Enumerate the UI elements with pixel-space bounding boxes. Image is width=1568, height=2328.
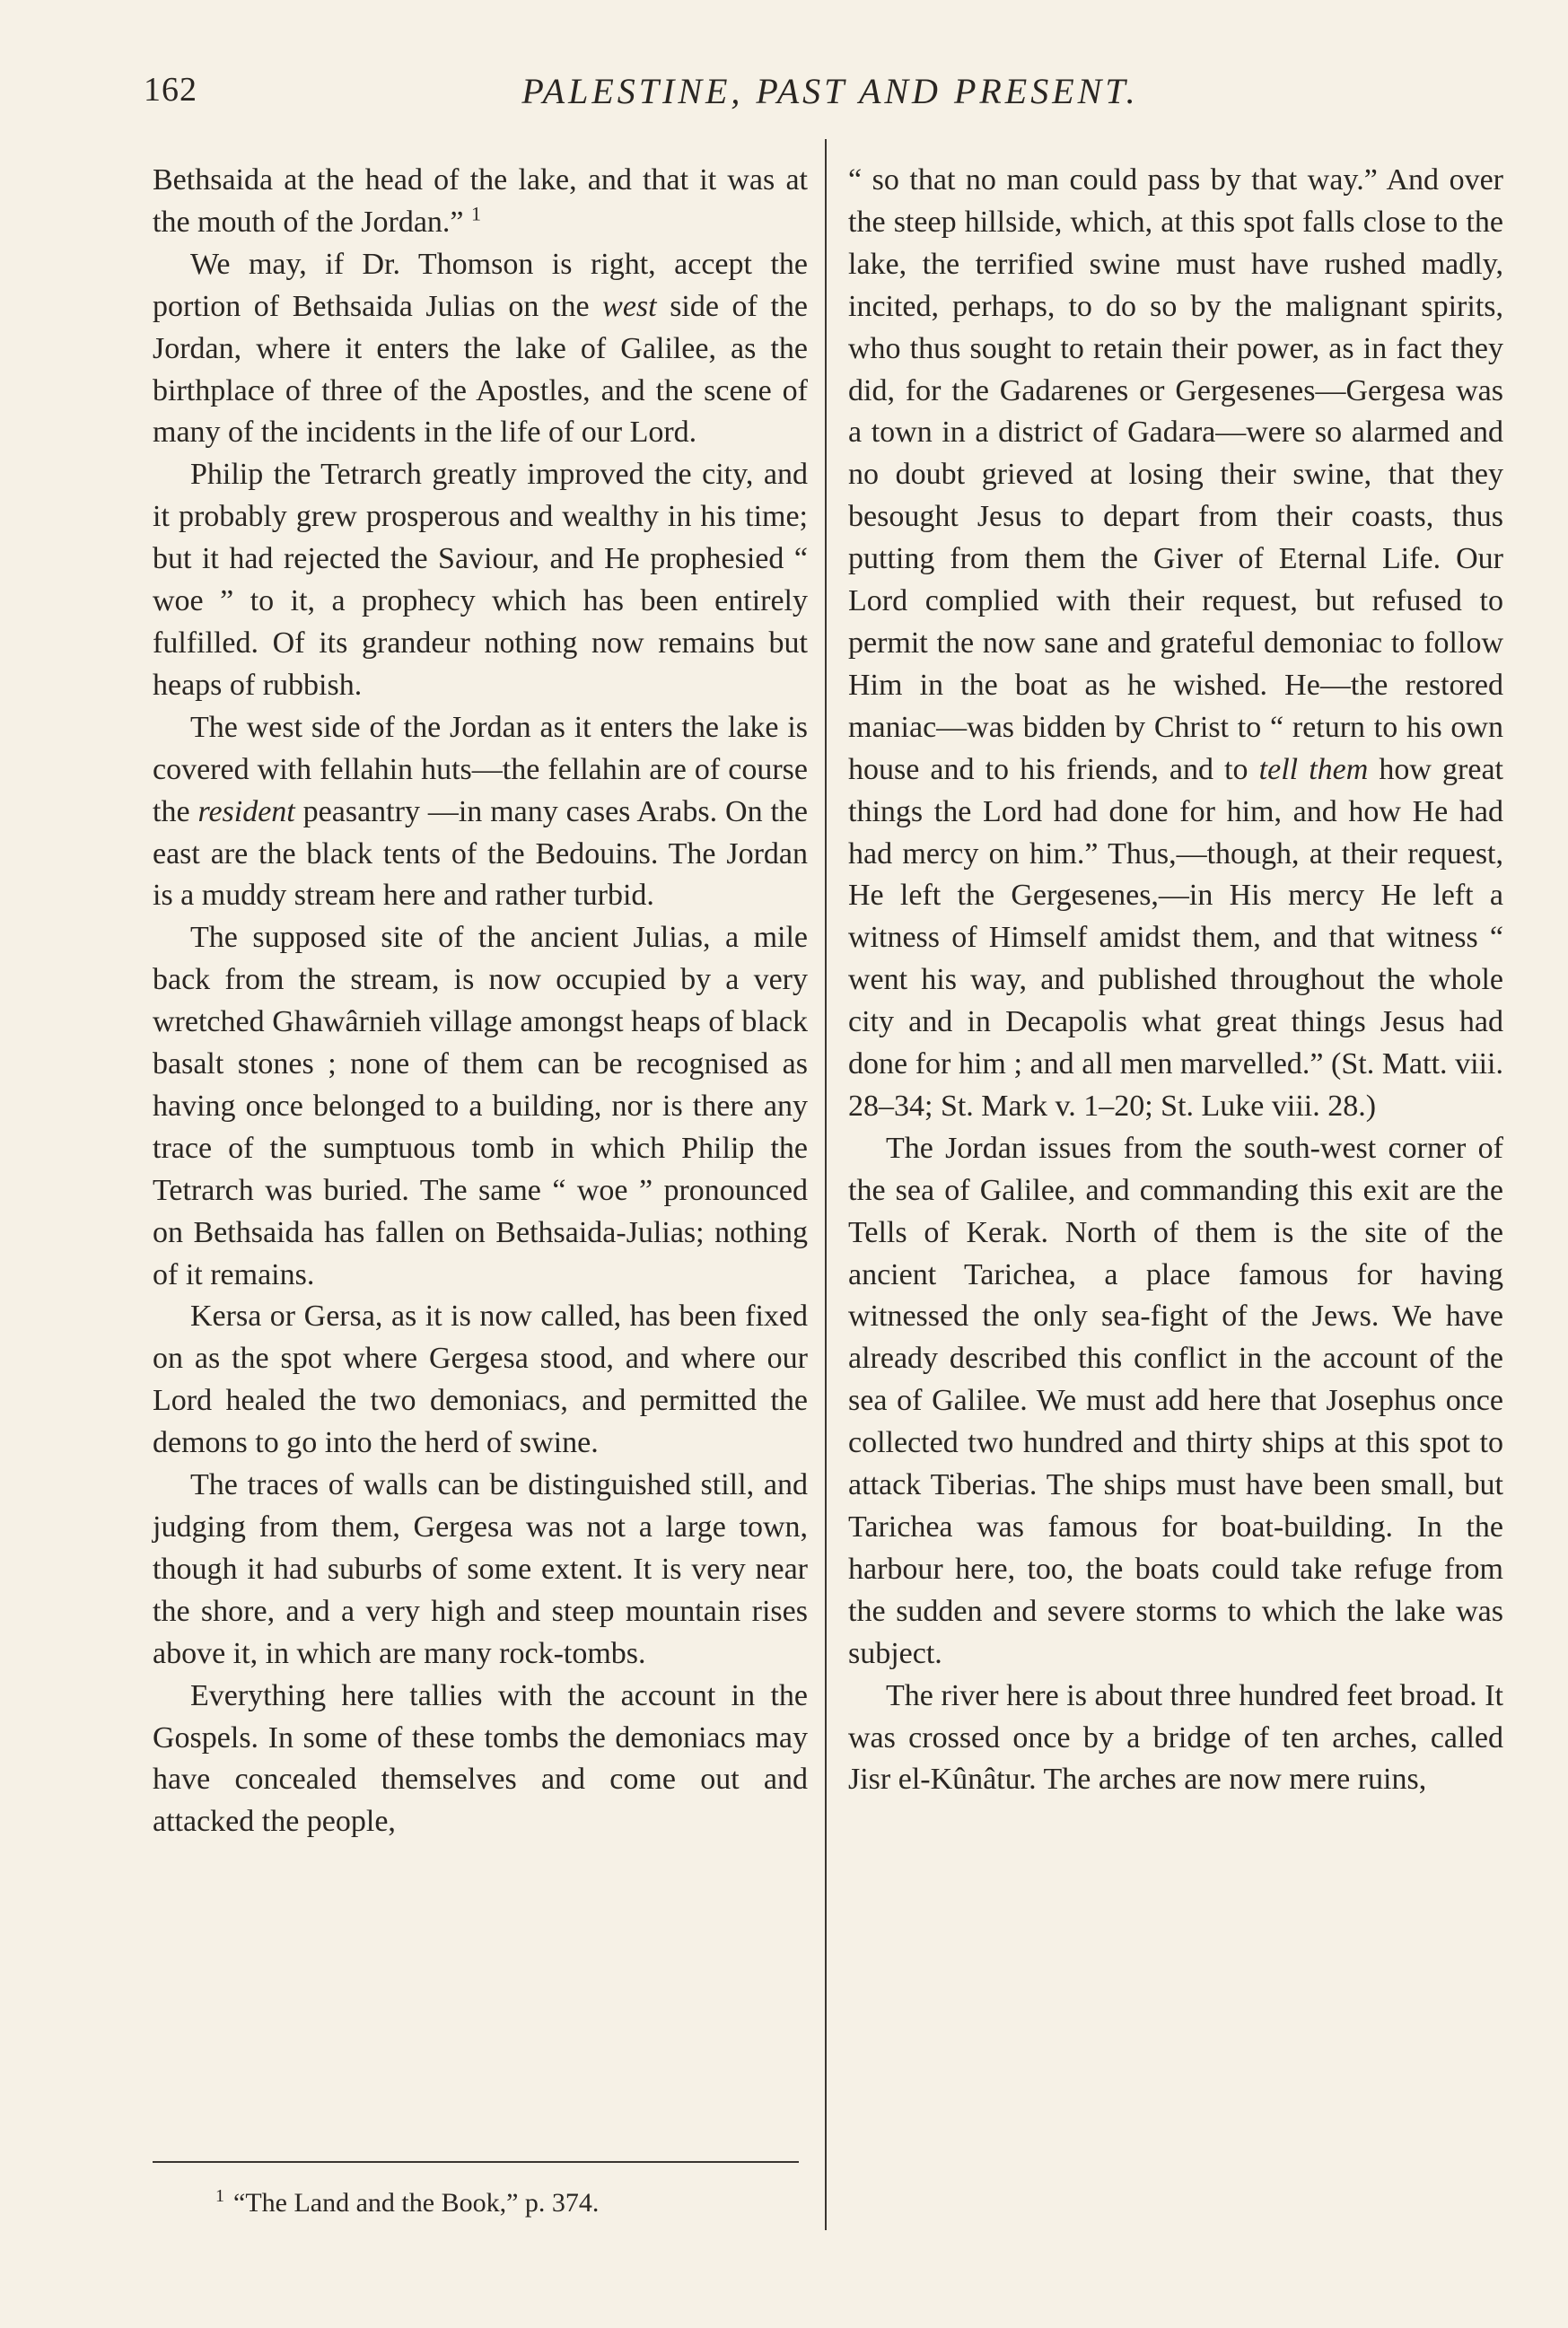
footnote (215, 2178, 799, 2221)
left-column (153, 160, 808, 1843)
paragraph (153, 160, 808, 244)
paragraph (848, 160, 1503, 1128)
footnote-marker: 1 (215, 2186, 224, 2206)
paragraph (153, 244, 808, 455)
running-title: PALESTINE, PAST AND PRESENT. (521, 71, 1139, 111)
paragraph-text: The west side of the Jordan as it enters the lake is covered with fellahin huts—the fellahin are of course the (153, 710, 808, 828)
paragraph: The supposed site of the ancient Julias, a mile back from the stream, is now occupied by a very wretched Ghawârnieh village amongst heaps of black basalt stones ; none of them can be recognised as having once belonged to a building, nor is there any trace of the sumptuous tomb in which Philip the Tetrarch was buried. The same “ woe ” pronounced on Bethsaida has fallen on Bethsaida-Julias; nothing of it remains. (153, 921, 808, 1291)
paragraph-text: peasantry —in many cases Arabs. On the east are the black tents of the Bedouins. The Jordan is a muddy stream here and rather turbid. (153, 794, 809, 913)
page-header (144, 63, 1517, 126)
paragraph-text: Bethsaida at the head of the lake, and that it was at the mouth of the Jordan.” (153, 163, 808, 239)
paragraph-text: We may, if Dr. Thomson is right, accept the portion of Bethsaida Julias on the (153, 247, 808, 323)
right-column (848, 160, 1503, 1801)
footnote-reference: 1 (471, 202, 482, 225)
paragraph-text: how great things the Lord had done for him, and how He had had mercy on him.” Thus,—though, at their request, He left the Gergesenes,—in His mercy He left a witness of Himself amidst them, and that witness “ went his way, and published throughout the whole city and in Decapolis what great things Jesus had done for him ; and all men marvelled.” (St. Matt. viii. 28–34; St. Mark v. 1–20; St. Luke viii. 28.) (848, 752, 1504, 1123)
emphasis-text: resident (197, 794, 295, 828)
footnote-divider (153, 2161, 799, 2163)
paragraph: The Jordan issues from the south-west corner of the sea of Galilee, and commanding this exit are the Tells of Kerak. North of them is the site of the ancient Tarichea, a place famous for having witnessed the only sea-fight of the Jews. We have already described this conflict in the account of the sea of Galilee. We must add here that Josephus once collected two hundred and thirty ships at this spot to attack Tiberias. The ships must have been small, but Tarichea was famous for boat-building. In the harbour here, too, the boats could take refuge from the sudden and severe storms to which the lake was subject. (848, 1131, 1503, 1670)
paragraph: Kersa or Gersa, as it is now called, has been fixed on as the spot where Gergesa stood, and where our Lord healed the two demoniacs, and permitted the demons to go into the herd of swine. (153, 1300, 808, 1460)
paragraph-text: side of the Jordan, where it enters the lake of Galilee, as the birthplace of three of the Apostles, and the scene of many of the incidents in the life of our Lord. (153, 289, 808, 450)
column-divider (825, 139, 827, 2230)
paragraph: The traces of walls can be distinguished still, and judging from them, Gergesa was not a large town, though it had suburbs of some extent. It is very near the shore, and a very high and steep mountain rises above it, in which are many rock-tombs. (153, 1468, 808, 1670)
footnote-text: “The Land and the Book,” p. 374. (233, 2188, 600, 2218)
paragraph: The river here is about three hundred feet broad. It was crossed once by a bridge of ten arches, called Jisr el-Kûnâtur. The arches are now mere ruins, (848, 1678, 1503, 1797)
paragraph: Everything here tallies with the account in the Gospels. In some of these tombs the demoniacs may have concealed themselves and come out and attacked the people, (153, 1678, 808, 1839)
emphasis-text: tell them (1258, 752, 1369, 786)
emphasis-text: west (602, 289, 657, 323)
page-number: 162 (144, 71, 197, 109)
paragraph (153, 707, 808, 918)
paragraph-text: “ so that no man could pass by that way.” And over the steep hillside, which, at this spot falls close to the lake, the terrified swine must have rushed madly, incited, perhaps, to do so by the malignant spirits, who thus sought to retain their power, as in fact they did, for the Gadarenes or Gergesenes—Gergesa was a town in a district of Gadara—were so alarmed and no doubt grieved at losing their swine, that they besought Jesus to depart from their coasts, thus putting from them the Giver of Eternal Life. Our Lord complied with their request, but refused to permit the now sane and grateful demoniac to follow Him in the boat as he wished. He—the restored maniac—was bidden by Christ to “ return to his own house and to his friends, and to (848, 163, 1503, 786)
paragraph: Philip the Tetrarch greatly improved the city, and it probably grew prosperous and wealthy in his time; but it had rejected the Saviour, and He prophesied “ woe ” to it, a prophecy which has been entirely fulfilled. Of its grandeur nothing now remains but heaps of rubbish. (153, 458, 808, 702)
